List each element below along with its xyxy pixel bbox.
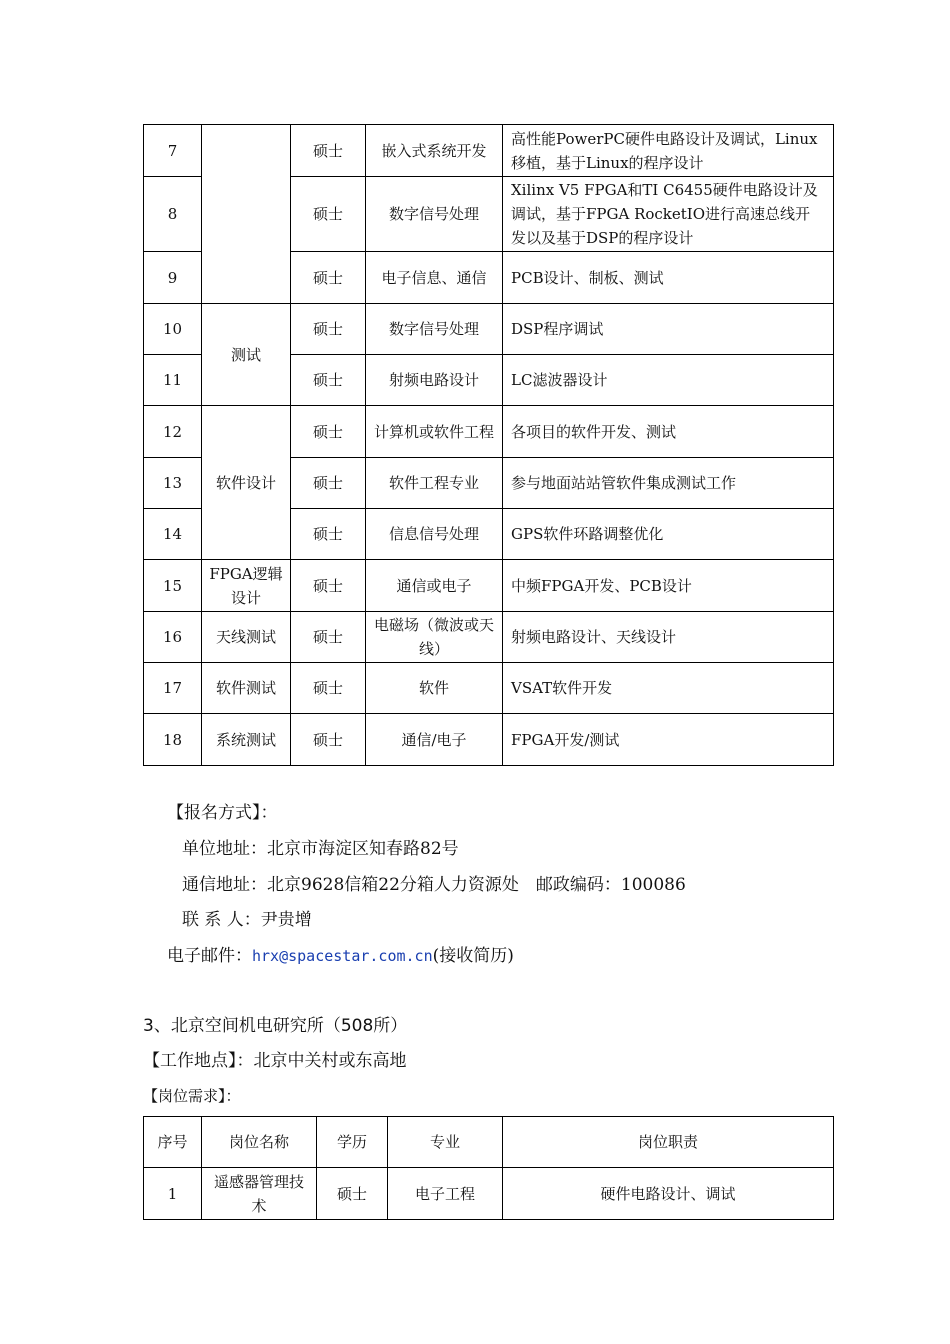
table-row [144, 1168, 834, 1220]
position-name: 遥感器管理技术 [202, 1168, 317, 1220]
duty-cell: 中频FPGA开发、PCB设计 [503, 560, 834, 612]
header-major: 专业 [388, 1117, 503, 1168]
mail-address: 通信地址：北京9628信箱22分箱人力资源处 邮政编码：100086 [182, 875, 686, 895]
major-cell: 射频电路设计 [366, 355, 503, 406]
duty-cell: PCB设计、制板、测试 [503, 252, 834, 304]
table-row [144, 714, 834, 766]
degree-cell: 硕士 [291, 458, 366, 509]
work-location: 【工作地点】：北京中关村或东高地 [143, 1051, 407, 1071]
header-no: 序号 [144, 1117, 202, 1168]
duty-cell: 各项目的软件开发、测试 [503, 406, 834, 458]
row-number: 17 [144, 663, 202, 714]
row-number: 9 [144, 252, 202, 304]
header-duty: 岗位职责 [503, 1117, 834, 1168]
degree-cell: 硕士 [291, 663, 366, 714]
position-name: FPGA逻辑设计 [202, 560, 291, 612]
unit-address: 单位地址：北京市海淀区知春路82号 [182, 839, 459, 859]
signup-heading: 【报名方式】： [167, 803, 278, 823]
table-row [144, 663, 834, 714]
degree-cell: 硕士 [291, 714, 366, 766]
row-number: 10 [144, 304, 202, 355]
table-row [144, 560, 834, 612]
duty-cell: FPGA开发/测试 [503, 714, 834, 766]
position-name: 天线测试 [202, 612, 291, 663]
duty-cell: LC滤波器设计 [503, 355, 834, 406]
degree-cell: 硕士 [291, 125, 366, 177]
email-line [167, 943, 514, 969]
header-position: 岗位名称 [202, 1117, 317, 1168]
table-row [144, 125, 834, 177]
major-cell: 通信/电子 [366, 714, 503, 766]
position-name [202, 125, 291, 304]
row-number: 1 [144, 1168, 202, 1220]
row-number: 13 [144, 458, 202, 509]
position-name: 软件设计 [202, 406, 291, 560]
positions-table-508 [143, 1116, 834, 1220]
row-number: 16 [144, 612, 202, 663]
major-cell: 软件工程专业 [366, 458, 503, 509]
major-cell: 数字信号处理 [366, 177, 503, 252]
row-number: 14 [144, 509, 202, 560]
duty-cell: 高性能PowerPC硬件电路设计及调试，Linux移植，基于Linux的程序设计 [503, 125, 834, 177]
contact-person: 联 系 人：尹贵增 [182, 910, 312, 930]
position-needs-label: 【岗位需求】： [143, 1087, 241, 1105]
degree-cell: 硕士 [291, 252, 366, 304]
row-number: 8 [144, 177, 202, 252]
degree-cell: 硕士 [291, 612, 366, 663]
duty-cell: DSP程序调试 [503, 304, 834, 355]
degree-cell: 硕士 [291, 355, 366, 406]
major-cell: 通信或电子 [366, 560, 503, 612]
row-number: 18 [144, 714, 202, 766]
row-number: 7 [144, 125, 202, 177]
email-link[interactable]: hrx@spacestar.com.cn [252, 947, 433, 965]
duty-cell: VSAT软件开发 [503, 663, 834, 714]
positions-table [143, 124, 834, 766]
email-note: (接收简历) [432, 946, 514, 966]
table-row [144, 304, 834, 355]
table-header-row [144, 1117, 834, 1168]
degree-cell: 硕士 [291, 304, 366, 355]
degree-cell: 硕士 [291, 509, 366, 560]
position-name: 系统测试 [202, 714, 291, 766]
position-name: 测试 [202, 304, 291, 406]
header-degree: 学历 [317, 1117, 388, 1168]
duty-cell: 参与地面站站管软件集成测试工作 [503, 458, 834, 509]
major-cell: 数字信号处理 [366, 304, 503, 355]
duty-cell: Xilinx V5 FPGA和TI C6455硬件电路设计及调试，基于FPGA RocketIO进行高速总线开发以及基于DSP的程序设计 [503, 177, 834, 252]
row-number: 12 [144, 406, 202, 458]
degree-cell: 硕士 [291, 560, 366, 612]
table-row [144, 612, 834, 663]
row-number: 15 [144, 560, 202, 612]
row-number: 11 [144, 355, 202, 406]
major-cell: 软件 [366, 663, 503, 714]
major-cell: 信息信号处理 [366, 509, 503, 560]
major-cell: 嵌入式系统开发 [366, 125, 503, 177]
table-row [144, 406, 834, 458]
email-label: 电子邮件： [167, 946, 252, 966]
duty-cell: GPS软件环路调整优化 [503, 509, 834, 560]
major-cell: 计算机或软件工程 [366, 406, 503, 458]
degree-cell: 硕士 [291, 406, 366, 458]
duty-cell: 硬件电路设计、调试 [503, 1168, 834, 1220]
degree-cell: 硕士 [317, 1168, 388, 1220]
duty-cell: 射频电路设计、天线设计 [503, 612, 834, 663]
degree-cell: 硕士 [291, 177, 366, 252]
section-title: 3、北京空间机电研究所（508所） [143, 1016, 408, 1036]
major-cell: 电子工程 [388, 1168, 503, 1220]
position-name: 软件测试 [202, 663, 291, 714]
major-cell: 电子信息、通信 [366, 252, 503, 304]
major-cell: 电磁场（微波或天线） [366, 612, 503, 663]
